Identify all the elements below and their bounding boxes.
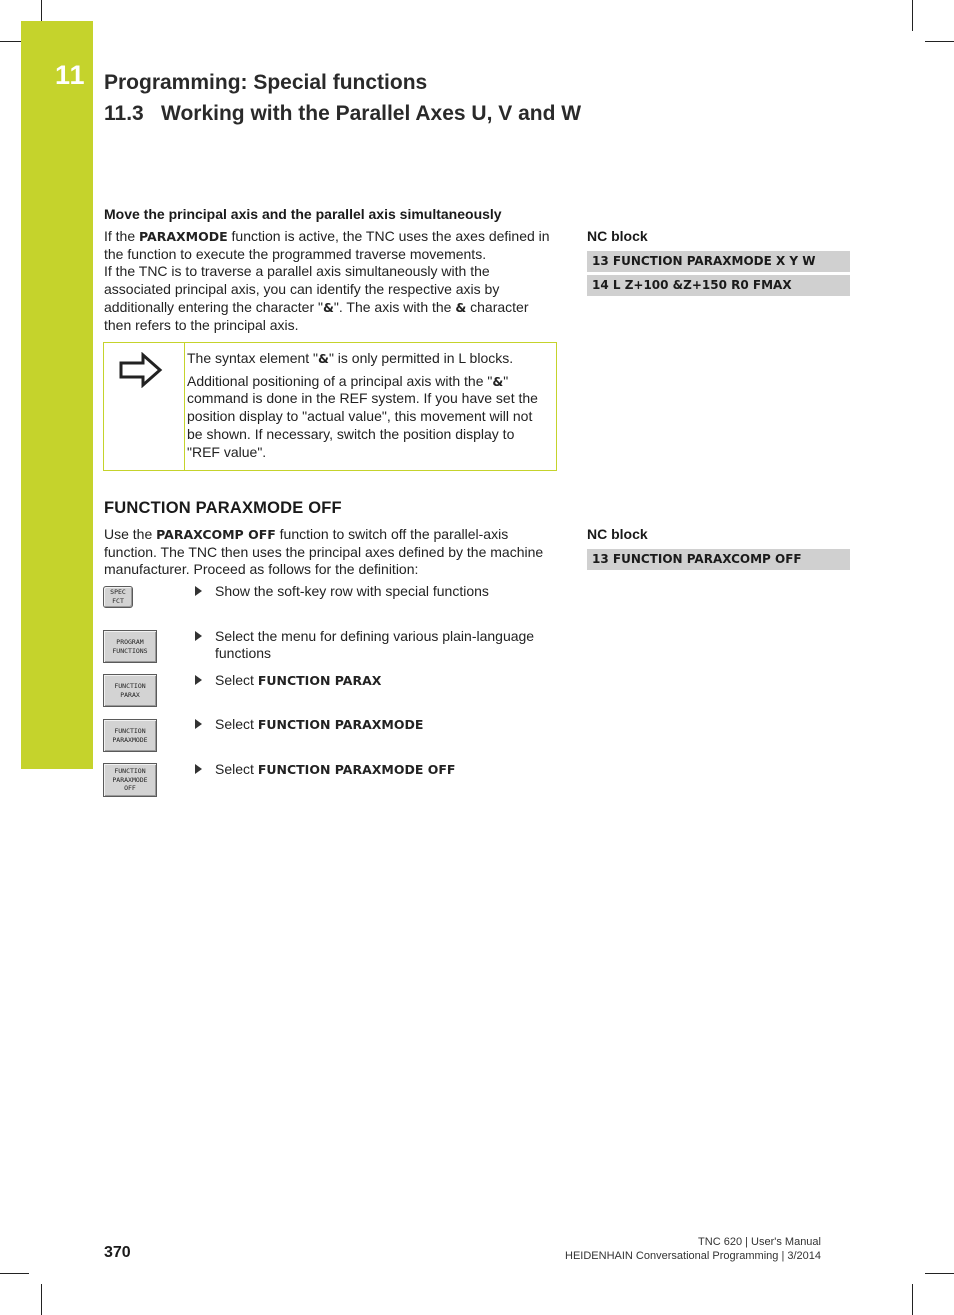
section-number: 11.3 <box>104 102 144 125</box>
section-name: Working with the Parallel Axes U, V and W <box>161 102 582 125</box>
step-text: Select <box>215 761 258 777</box>
keyword: PARAXMODE <box>139 229 228 244</box>
text: " command is done in the REF system. If you have set the position display to "actual value", this movement will not be shown. If necessary, switch the position display to "REF value". <box>187 372 538 460</box>
paragraph-line <box>104 228 556 263</box>
section-title <box>104 102 581 126</box>
step-text: Show the soft-key row with special functions <box>215 583 489 599</box>
step-keyword: FUNCTION PARAX <box>257 673 382 688</box>
step-item <box>195 761 555 778</box>
bullet-triangle-icon <box>195 764 202 774</box>
step-text: Select <box>215 716 258 732</box>
keyword: & <box>455 299 467 315</box>
footer-line: TNC 620 | User's Manual <box>698 1236 821 1248</box>
keyword: & <box>323 299 334 315</box>
chapter-band <box>21 21 93 769</box>
step-keyword: FUNCTION PARAXMODE OFF <box>257 762 456 777</box>
bullet-triangle-icon <box>195 586 202 596</box>
crop-mark <box>925 41 954 42</box>
keyword: PARAXCOMP OFF <box>156 527 276 542</box>
keyword: & <box>318 351 329 366</box>
spec-fct-key[interactable]: SPEC FCT <box>103 586 133 608</box>
footer-line: HEIDENHAIN Conversational Programming | 3/2014 <box>565 1250 821 1262</box>
function-paraxmode-softkey[interactable]: FUNCTION PARAXMODE <box>103 719 157 752</box>
text: ". The axis with the <box>333 298 456 315</box>
step-text: Select the menu for defining various plain-language functions <box>215 628 535 662</box>
step-item <box>195 628 555 663</box>
text: Use the <box>104 526 157 542</box>
text: function to switch off the parallel-axis function. The TNC then uses the principal axes defined by the machine manufacturer. Proceed as follows for the definition: <box>104 526 544 578</box>
text: function is active, the TNC uses the axes defined in the function to execute the programmed traverse movements. <box>104 228 550 262</box>
bullet-triangle-icon <box>195 719 202 729</box>
bullet-triangle-icon <box>195 631 202 641</box>
nc-block-line: 13 FUNCTION PARAXMODE X Y W <box>587 251 850 272</box>
crop-mark <box>0 41 21 42</box>
section-heading: FUNCTION PARAXMODE OFF <box>104 499 342 517</box>
crop-mark <box>41 1284 42 1315</box>
crop-mark <box>912 0 913 31</box>
crop-mark <box>912 1284 913 1315</box>
chapter-number: 11 <box>55 60 86 90</box>
text: " is only permitted in L blocks. <box>328 350 514 366</box>
subheading: Move the principal axis and the parallel axis simultaneously <box>104 206 502 222</box>
text: The syntax element " <box>187 350 319 366</box>
crop-mark <box>41 0 42 21</box>
function-parax-softkey[interactable]: FUNCTION PARAX <box>103 674 157 707</box>
note-divider <box>184 343 185 470</box>
bullet-triangle-icon <box>195 675 202 685</box>
nc-block-label: NC block <box>587 228 648 244</box>
function-paraxmode-off-softkey[interactable]: FUNCTION PARAXMODE OFF <box>103 763 157 797</box>
program-functions-softkey[interactable]: PROGRAM FUNCTIONS <box>103 630 157 663</box>
nc-block-label: NC block <box>587 526 648 542</box>
text: character then refers to the principal axis. <box>104 298 529 333</box>
step-item <box>195 583 555 600</box>
page-number: 370 <box>104 1244 131 1261</box>
nc-block-line: 14 L Z+100 &Z+150 R0 FMAX <box>587 275 850 296</box>
crop-mark <box>925 1273 954 1274</box>
note-text <box>187 350 539 466</box>
step-item <box>195 672 555 689</box>
arrow-right-icon <box>119 352 163 393</box>
crop-mark <box>0 1273 29 1274</box>
step-item <box>195 716 555 733</box>
text: Additional positioning of a principal axis with the " <box>187 372 493 389</box>
keyword: & <box>492 373 504 389</box>
paragraph-line <box>104 263 556 334</box>
nc-block-line: 13 FUNCTION PARAXCOMP OFF <box>587 549 850 570</box>
paragraph-paraxcomp-off <box>104 526 556 579</box>
footer-text <box>565 1235 821 1263</box>
step-text: Select <box>215 672 258 688</box>
chapter-title: Programming: Special functions <box>104 71 428 94</box>
note-line <box>187 350 539 368</box>
text: If the TNC is to traverse a parallel axis simultaneously with the associated principal axis, you can identify the respective axis by additionally entering the character " <box>104 263 500 315</box>
note-line <box>187 373 539 462</box>
step-keyword: FUNCTION PARAXMODE <box>257 717 424 732</box>
text: If the <box>104 228 140 244</box>
paragraph-principal-axis <box>104 228 556 334</box>
